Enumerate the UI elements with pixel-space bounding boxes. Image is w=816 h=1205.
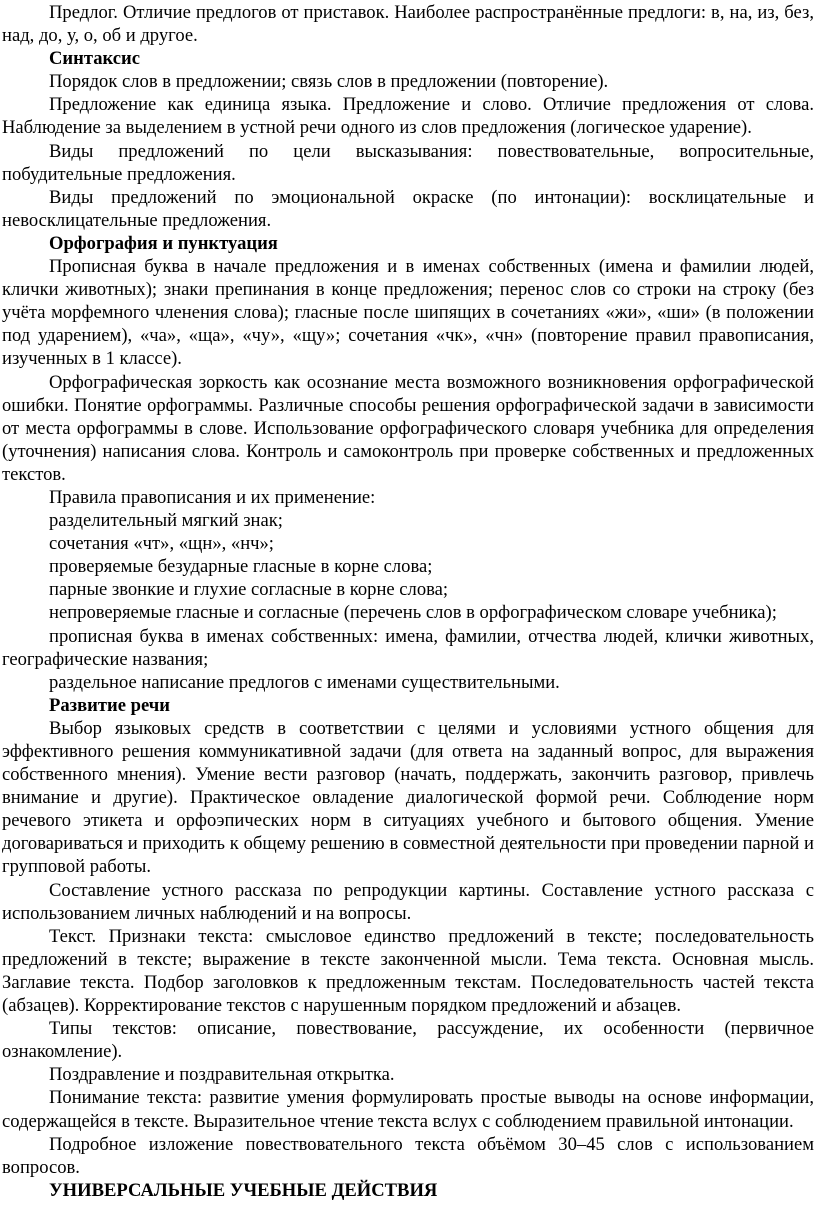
paragraph: Подробное изложение повествовательного текста объёмом 30–45 слов с использованием вопросов. [2,1133,814,1178]
paragraph: Орфографическая зоркость как осознание места возможного возникновения орфографической ошибки. Понятие орфограммы. Различные способы решения орфографической задачи в зависимости от места орфограммы в слове. Использование орфографического словаря учебника для определения (уточнения) написания слова. Контроль и самоконтроль при проверке собственных и предложенных текстов. [2,371,814,485]
paragraph: Правила правописания и их применение: [49,486,376,508]
paragraph: Текст. Признаки текста: смысловое единство предложений в тексте; последовательность предложений в тексте; выражение в тексте законченной мысли. Тема текста. Основная мысль. Заглавие текста. Подбор заголовков к предложенным текстам. Последовательность частей текста (абзацев). Корректирование текстов с нарушенным порядком предложений и абзацев. [2,925,814,1017]
paragraph: Виды предложений по эмоциональной окраске (по интонации): восклицательные и невосклицательные предложения. [2,186,814,231]
paragraph: Виды предложений по цели высказывания: повествовательные, вопросительные, побудительные предложения. [2,140,814,185]
paragraph: парные звонкие и глухие согласные в корне слова; [49,579,449,601]
paragraph: проверяемые безударные гласные в корне слова; [49,556,433,578]
paragraph: сочетания «чт», «щн», «нч»; [49,533,274,555]
paragraph: Составление устного рассказа по репродукции картины. Составление устного рассказа с использованием личных наблюдений и на вопросы. [2,879,814,924]
paragraph: Поздравление и поздравительная открытка. [49,1064,395,1086]
paragraph: Выбор языковых средств в соответствии с целями и условиями устного общения для эффективного решения коммуникативной задачи (для ответа на заданный вопрос, для выражения собственного мнения). Умение вести разговор (начать, поддержать, закончить разговор, привлечь внимание и другие). Практическое овладение диалогической формой речи. Соблюдение норм речевого этикета и орфоэпических норм в ситуациях учебного и бытового общения. Умение договариваться и приходить к общему решению в совместной деятельности при проведении парной и групповой работы. [2,717,814,878]
paragraph: Типы текстов: описание, повествование, рассуждение, их особенности (первичное ознакомление). [2,1018,814,1063]
paragraph: Прописная буква в начале предложения и в именах собственных (имена и фамилии людей, клички животных); знаки препинания в конце предложения; перенос слов со строки на строку (без учёта морфемного членения слова); гласные после шипящих в сочетаниях «жи», «ши» (в положении под ударением), «ча», «ща», «чу», «щу»; сочетания «чк», «чн» (повторение правил правописания, изученных в 1 классе). [2,256,814,370]
section-heading: Синтаксис [49,48,140,70]
paragraph: Понимание текста: развитие умения формулировать простые выводы на основе информации, содержащейся в тексте. Выразительное чтение текста вслух с соблюдением правильной интонации. [2,1087,814,1132]
paragraph: Предложение как единица языка. Предложение и слово. Отличие предложения от слова. Наблюдение за выделением в устной речи одного из слов предложения (логическое ударение). [2,94,814,139]
paragraph: Порядок слов в предложении; связь слов в предложении (повторение). [49,71,609,93]
paragraph: разделительный мягкий знак; [49,510,283,532]
paragraph: прописная буква в именах собственных: имена, фамилии, отчества людей, клички животных, географические названия; [2,625,814,670]
paragraph: Предлог. Отличие предлогов от приставок. Наиболее распространённые предлоги: в, на, из, без, над, до, у, о, об и другое. [2,2,814,47]
section-heading: Орфография и пунктуация [49,232,278,254]
paragraph: непроверяемые гласные и согласные (перечень слов в орфографическом словаре учебника); [49,602,777,624]
paragraph: раздельное написание предлогов с именами существительными. [49,671,560,693]
section-heading: УНИВЕРСАЛЬНЫЕ УЧЕБНЫЕ ДЕЙСТВИЯ [49,1179,438,1201]
section-heading: Развитие речи [49,694,170,716]
